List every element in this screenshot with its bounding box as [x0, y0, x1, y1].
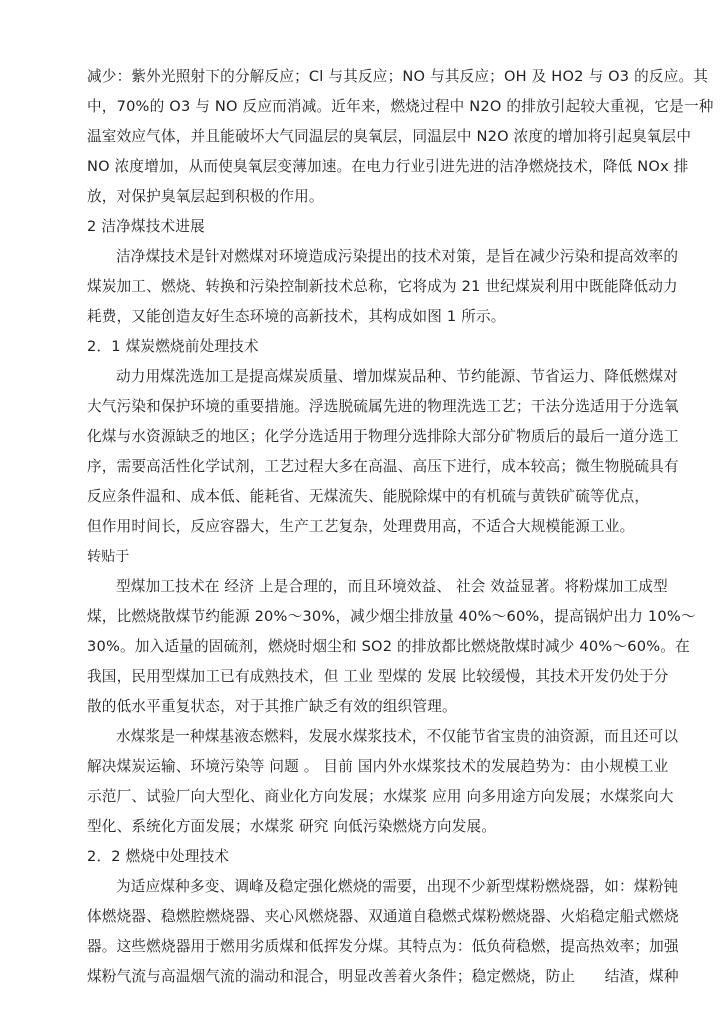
text-line: 中，70%的 O3 与 NO 反应而消减。近年来，燃烧过程中 N2O 的排放引起较大重视，它是一种: [87, 98, 714, 115]
text-line: 散的低水平重复状态，对于其推广缺乏有效的组织管理。: [87, 698, 457, 715]
text-line: 我国，民用型煤加工已有成熟技术，但 工业 型煤的 发展 比较缓慢，其技术开发仍处于分: [87, 668, 669, 685]
text-line: 为适应煤种多变、调峰及稳定强化燃烧的需要，出现不少新型煤粉燃烧器，如：煤粉钝: [116, 878, 679, 895]
text-line: 温室效应气体，并且能破坏大气同温层的臭氧层，同温层中 N2O 浓度的增加将引起臭氧层中: [87, 128, 692, 145]
text-line: 煤，比燃烧散煤节约能源 20%～30%，减少烟尘排放量 40%～60%，提高锅炉出力 10%～: [87, 608, 696, 625]
text-line: 型化、系统化方面发展；水煤浆 研究 向低污染燃烧方向发展。: [87, 818, 497, 835]
text-line: 解决煤炭运输、环境污染等 问题 。 目前 国内外水煤浆技术的发展趋势为：由小规模工业: [87, 758, 669, 775]
text-line: 体燃烧器、稳燃腔燃烧器、夹心风燃烧器、双通道自稳燃式煤粉燃烧器、火焰稳定船式燃烧: [87, 908, 679, 925]
text-line: 动力用煤洗选加工是提高煤炭质量、增加煤炭品种、节约能源、节省运力、降低燃煤对: [116, 368, 679, 385]
subsection-heading: 2．2 燃烧中处理技术: [87, 848, 230, 865]
text-line: 水煤浆是一种煤基液态燃料，发展水煤浆技术，不仅能节省宝贵的油资源，而且还可以: [116, 728, 679, 745]
text-line: 耗费，又能创造友好生态环境的高新技术，其构成如图 1 所示。: [87, 308, 506, 325]
text-line: 洁净煤技术是针对燃煤对环境造成污染提出的技术对策，是旨在减少污染和提高效率的: [116, 248, 679, 265]
text-line: 化煤与水资源缺乏的地区；化学分选适用于物理分选排除大部分矿物质后的最后一道分选工: [87, 428, 679, 445]
section-heading: 2 洁净煤技术进展: [87, 218, 205, 235]
text-line: 煤粉气流与高温烟气流的湍动和混合，明显改善着火条件；稳定燃烧，防止 结渣，煤种: [87, 968, 679, 985]
text-line: 放，对保护臭氧层起到积极的作用。: [87, 188, 324, 205]
text-line: 序，需要高活性化学试剂，工艺过程大多在高温、高压下进行，成本较高；微生物脱硫具有: [87, 458, 679, 475]
text-line: 型煤加工技术在 经济 上是合理的，而且环境效益、 社会 效益显著。将粉煤加工成型: [116, 578, 668, 595]
text-line: 大气污染和保护环境的重要措施。浮选脱硫属先进的物理洗选工艺；干法分选适用于分选氧: [87, 398, 679, 415]
text-line: 但作用时间长，反应容器大，生产工艺复杂，处理费用高，不适合大规模能源工业。: [87, 518, 635, 535]
text-line: 减少：紫外光照射下的分解反应；Cl 与其反应；NO 与其反应；OH 及 HO2 与 O3 的反应。其: [87, 68, 709, 85]
text-line: 示范厂、试验厂向大型化、商业化方向发展；水煤浆 应用 向多用途方向发展；水煤浆向大: [87, 788, 674, 805]
text-line: 器。这些燃烧器用于燃用劣质煤和低挥发分煤。其特点为：低负荷稳燃，提高热效率；加强: [87, 938, 679, 955]
text-line: 30%。加入适量的固硫剂，燃烧时烟尘和 SO2 的排放都比燃烧散煤时减少 40%～60%。在: [87, 638, 690, 655]
text-line: 煤炭加工、燃烧、转换和污染控制新技术总称，它将成为 21 世纪煤炭利用中既能降低动力: [87, 278, 678, 295]
repost-note: 转贴于: [87, 549, 130, 565]
text-line: NO 浓度增加，从而使臭氧层变薄加速。在电力行业引进先进的洁净燃烧技术，降低 NOx 排: [87, 158, 689, 175]
subsection-heading: 2．1 煤炭燃烧前处理技术: [87, 338, 259, 355]
text-line: 反应条件温和、成本低、能耗省、无煤流失、能脱除煤中的有机硫与黄铁矿硫等优点，: [87, 488, 650, 505]
